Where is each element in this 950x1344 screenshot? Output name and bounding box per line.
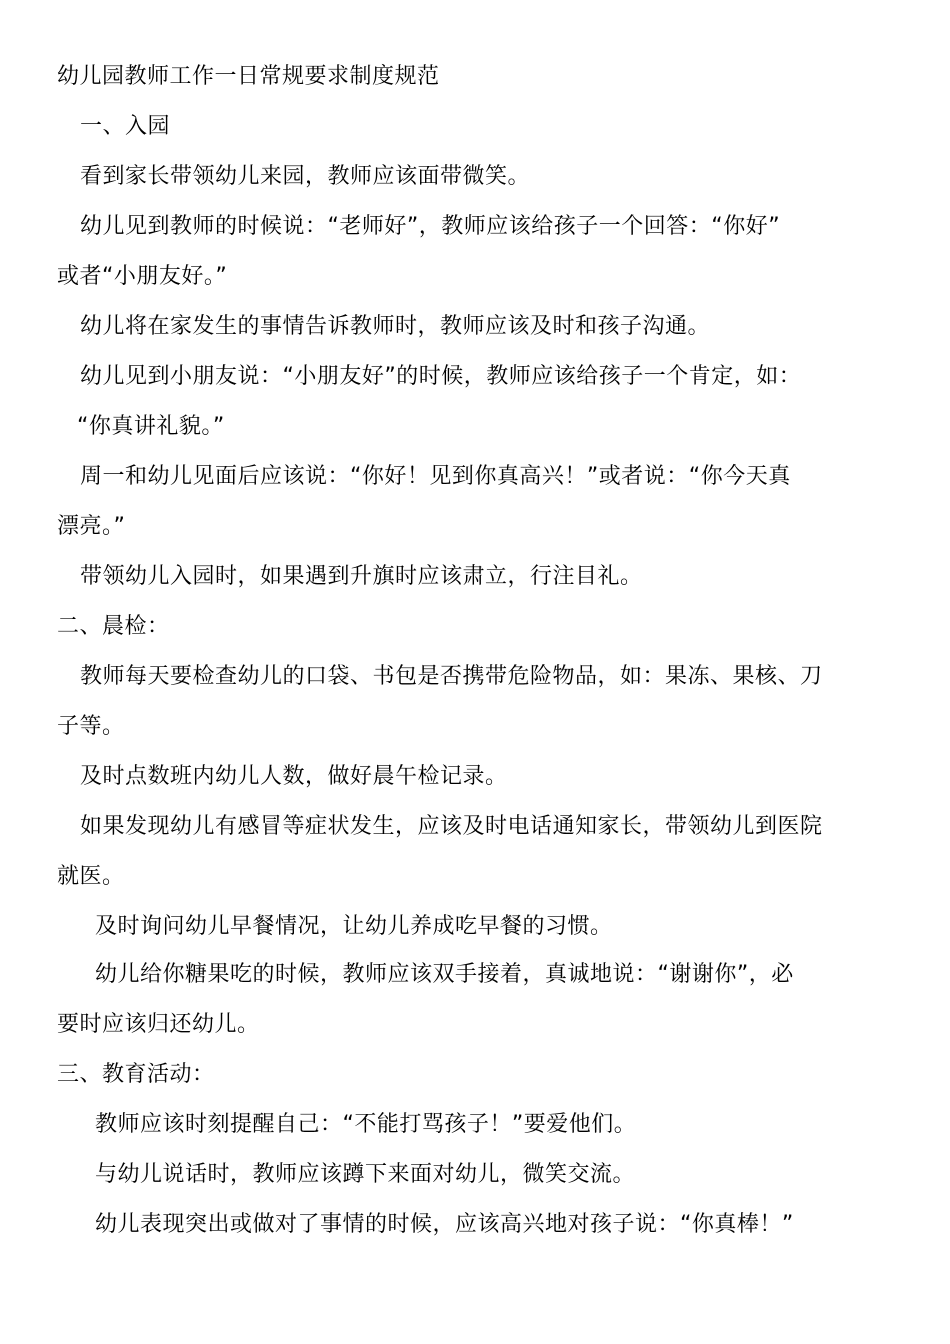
paragraph-line: 幼儿见到教师的时候说：“老师好”，教师应该给孩子一个回答：“你好” (80, 214, 781, 239)
paragraph-line: 教师每天要检查幼儿的口袋、书包是否携带危险物品，如：果冻、果核、刀 (80, 664, 823, 689)
section-heading-2: 二、晨检： (57, 614, 170, 639)
paragraph-line: 幼儿给你糖果吃的时候，教师应该双手接着，真诚地说：“谢谢你”，必 (95, 962, 794, 987)
paragraph-line: 带领幼儿入园时，如果遇到升旗时应该肃立，行注目礼。 (80, 564, 643, 589)
paragraph-line: 看到家长带领幼儿来园，教师应该面带微笑。 (80, 164, 531, 189)
paragraph-line: 要时应该归还幼儿。 (57, 1012, 260, 1037)
section-heading-1: 一、入园 (80, 114, 171, 139)
section-heading-3: 三、教育活动： (57, 1062, 215, 1087)
paragraph-line: 漂亮。” (57, 514, 126, 539)
paragraph-line: 如果发现幼儿有感冒等症状发生，应该及时电话通知家长，带领幼儿到医院 (80, 814, 823, 839)
paragraph-line: 教师应该时刻提醒自己：“不能打骂孩子！”要爱他们。 (95, 1112, 637, 1137)
document-title: 幼儿园教师工作一日常规要求制度规范 (57, 64, 440, 89)
paragraph-line: 子等。 (57, 714, 125, 739)
paragraph-line: 及时点数班内幼儿人数，做好晨午检记录。 (80, 764, 508, 789)
paragraph-line: “你真讲礼貌。” (77, 414, 225, 439)
paragraph-line: 与幼儿说话时，教师应该蹲下来面对幼儿，微笑交流。 (95, 1162, 636, 1187)
paragraph-line: 幼儿表现突出或做对了事情的时候，应该高兴地对孩子说：“你真棒！” (95, 1212, 794, 1237)
paragraph-line: 幼儿将在家发生的事情告诉教师时，教师应该及时和孩子沟通。 (80, 314, 711, 339)
paragraph-line: 周一和幼儿见面后应该说：“你好！见到你真高兴！”或者说：“你今天真 (80, 464, 791, 489)
paragraph-line: 幼儿见到小朋友说：“小朋友好”的时候，教师应该给孩子一个肯定，如： (80, 364, 802, 389)
paragraph-line: 就医。 (57, 864, 125, 889)
paragraph-line: 及时询问幼儿早餐情况，让幼儿养成吃早餐的习惯。 (95, 914, 613, 939)
paragraph-line: 或者“小朋友好。” (57, 264, 228, 289)
